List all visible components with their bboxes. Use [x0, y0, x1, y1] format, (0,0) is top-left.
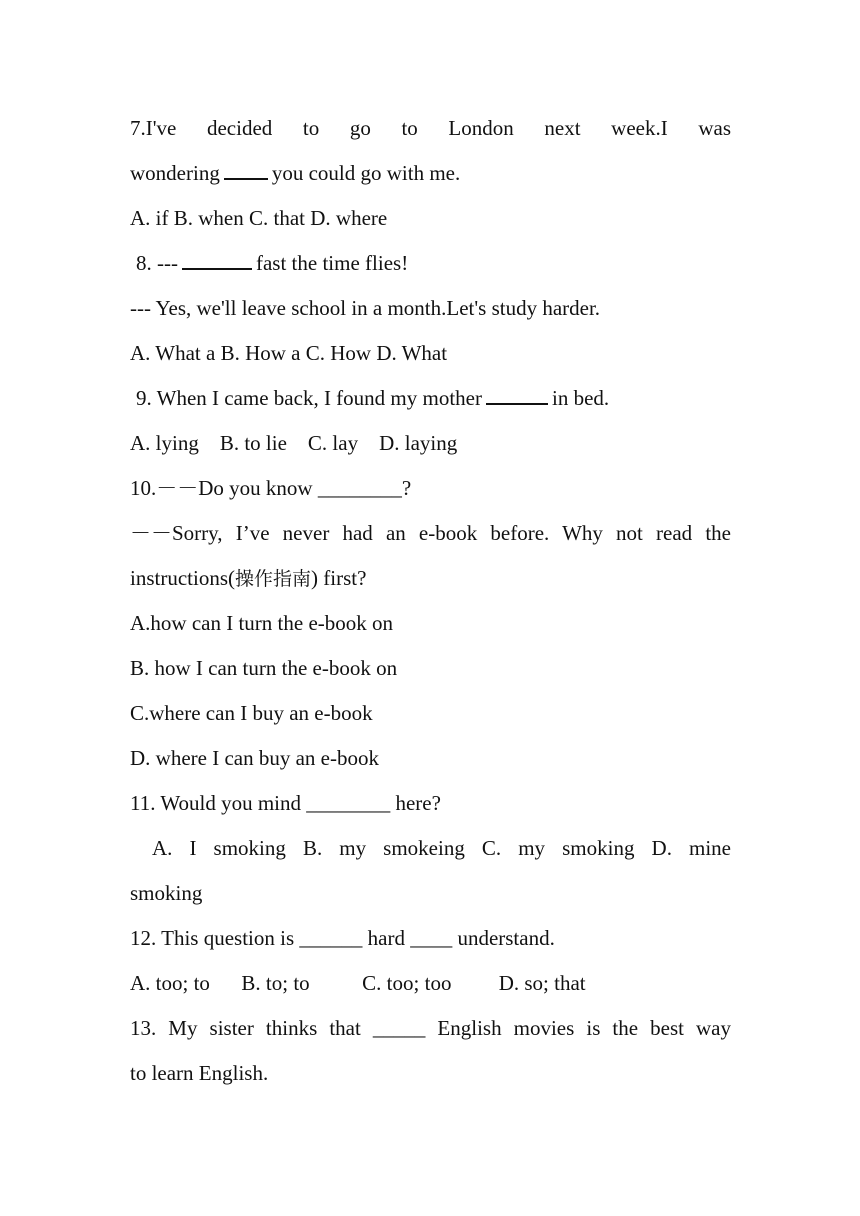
q8-stem-post: fast the time flies! — [255, 251, 409, 275]
q8-stem-pre: 8. --- — [136, 251, 178, 275]
q9-answer-blank — [486, 385, 548, 405]
q8-line2: --- Yes, we'll leave school in a month.Let's study harder. — [130, 296, 601, 320]
q7-answer-blank — [224, 160, 268, 180]
q9-stem-post: in bed. — [552, 386, 610, 410]
q11-options: A. I smoking B. my smokeing C. my smoking D. mine — [152, 836, 731, 860]
q10-line3-cjk: 操作指南 — [235, 568, 312, 590]
q9-stem-pre: 9. When I came back, I found my mother — [136, 386, 482, 410]
q10-option-c: C.where can I buy an e-book — [130, 701, 373, 725]
q13-line2: to learn English. — [130, 1061, 269, 1085]
q7-line2-post: you could go with me. — [271, 161, 461, 185]
q7-line2 — [130, 151, 731, 196]
q10-line3-pre: instructions( — [130, 566, 235, 590]
q10-line2: －－Sorry, I’ve never had an e-book before. Why not read the — [130, 521, 731, 545]
q8-stem — [130, 241, 731, 286]
q8-answer-blank — [182, 250, 252, 270]
q10-stem: 10.－－Do you know ________? — [130, 476, 412, 500]
q11-options-cont: smoking — [130, 881, 203, 905]
q12-stem: 12. This question is ______ hard ____ understand. — [130, 926, 555, 950]
q7-line2-pre: wondering — [130, 161, 220, 185]
q10-line3 — [130, 556, 731, 601]
q9-options: A. lying B. to lie C. lay D. laying — [130, 431, 458, 455]
q9-stem — [130, 376, 731, 421]
q13-line1: 13. My sister thinks that _____ English movies is the best way — [130, 1016, 731, 1040]
q8-options: A. What a B. How a C. How D. What — [130, 341, 448, 365]
q10-option-a: A.how can I turn the e-book on — [130, 611, 394, 635]
question-sheet — [130, 106, 731, 1096]
q11-stem: 11. Would you mind ________ here? — [130, 791, 441, 815]
q7-line1: 7.I've decided to go to London next week.I was — [130, 116, 731, 140]
q10-option-d: D. where I can buy an e-book — [130, 746, 379, 770]
q7-options: A. if B. when C. that D. where — [130, 206, 388, 230]
q10-line3-post: ) first? — [311, 566, 367, 590]
q10-option-b: B. how I can turn the e-book on — [130, 656, 398, 680]
q12-options: A. too; to B. to; to C. too; too D. so; that — [130, 971, 586, 995]
